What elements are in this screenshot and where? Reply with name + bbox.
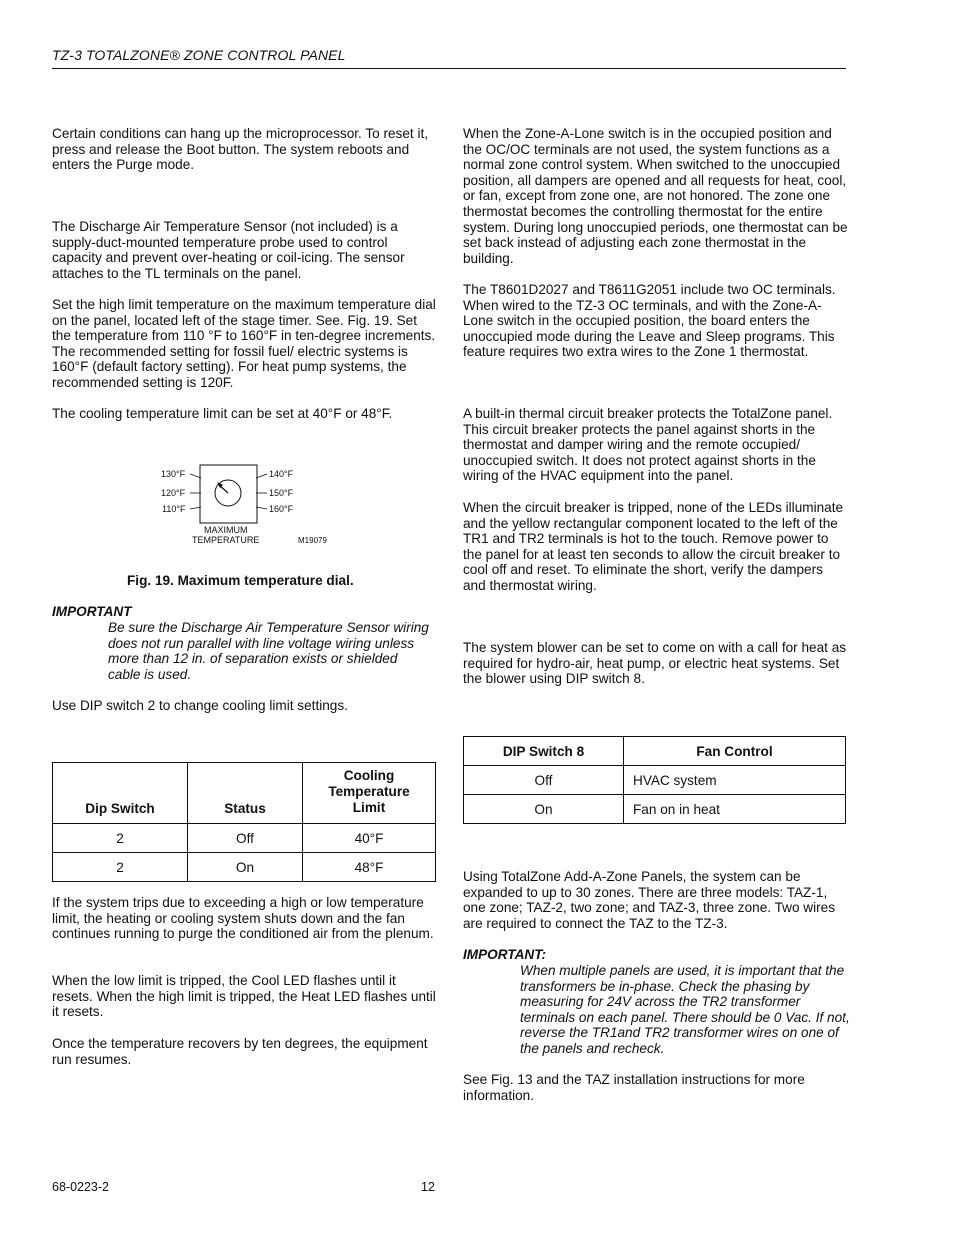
- add-a-zone-paragraph: Using TotalZone Add-A-Zone Panels, the system can be expanded to up to 30 zones. There are three models: TAZ-1, one zone; TAZ-2, two zone; and TAZ-3, three zone. Two wires are required to connect the TAZ to the TZ-3.: [463, 869, 836, 931]
- table-cell: Off: [464, 766, 624, 795]
- limit-trip-paragraph: If the system trips due to exceeding a high or low temperature limit, the heating or cooling system shuts down and the fan continues running to purge the conditioned air from the plenum.: [52, 895, 434, 942]
- breaker-tripped-paragraph: When the circuit breaker is tripped, none of the LEDs illuminate and the yellow rectangular component located to the left of the TR1 and TR2 terminals is hot to the touch. Remove power to the panel for at least ten seconds to allow the circuit breaker to cool off and reset. To eliminate the short, verify the dampers and thermostat wiring.: [463, 500, 844, 593]
- oc-terminals-paragraph: The T8601D2027 and T8611G2051 include two OC terminals. When wired to the TZ-3 OC terminals, and with the Zone-A-Lone switch in the occupied position, the board enters the unoccupied mode during the Leave and Sleep programs. This feature requires two extra wires to the Zone 1 thermostat.: [463, 282, 836, 360]
- system-blower-paragraph: The system blower can be set to come on with a call for heat as required for hydro-air, heat pump, or electric heat systems. Set the blower using DIP switch 8.: [463, 640, 847, 687]
- footer-page-number: 12: [421, 1180, 435, 1194]
- maximum-temperature-dial-figure: [140, 458, 340, 558]
- boot-reset-paragraph: Certain conditions can hang up the microprocessor. To reset it, press and release the Boot button. The system reboots and enters the Purge mode.: [52, 126, 429, 173]
- table-header-dip-switch-8: DIP Switch 8: [464, 737, 624, 766]
- table-cell: 48°F: [303, 853, 436, 882]
- dial-caption-temperature: TEMPERATURE: [192, 535, 260, 545]
- table-cell: On: [188, 853, 303, 882]
- table-row: [53, 853, 436, 882]
- dip-switch-2-paragraph: Use DIP switch 2 to change cooling limit settings.: [52, 698, 348, 713]
- table-row: [464, 766, 846, 795]
- temperature-recovery-paragraph: Once the temperature recovers by ten degrees, the equipment run resumes.: [52, 1036, 428, 1067]
- table-cell: Fan on in heat: [624, 795, 846, 824]
- dial-label-140: 140°F: [269, 469, 294, 479]
- dial-label-150: 150°F: [269, 488, 294, 498]
- dial-label-160: 160°F: [269, 504, 294, 514]
- dial-knob-icon: [140, 458, 340, 528]
- table-header-fan-control: Fan Control: [624, 737, 846, 766]
- dial-label-120: 120°F: [161, 488, 186, 498]
- table-row: [53, 824, 436, 853]
- dial-caption-maximum: MAXIMUM: [204, 525, 248, 535]
- figure-19-caption: Fig. 19. Maximum temperature dial.: [127, 573, 354, 588]
- dial-label-110: 110°F: [162, 504, 186, 514]
- table-cell: 2: [53, 824, 188, 853]
- table-cell: 40°F: [303, 824, 436, 853]
- table-header-cooling-limit: Cooling Temperature Limit: [303, 763, 436, 824]
- cooling-limit-table: [52, 762, 436, 882]
- table-header-status: Status: [188, 763, 303, 824]
- table-cell: HVAC system: [624, 766, 846, 795]
- zone-a-lone-paragraph: When the Zone-A-Lone switch is in the occupied position and the OC/OC terminals are not used, the system functions as a normal zone control system. When switched to the unoccupied position, all dampers are opened and all requests for heat, cool, or fan, except from zone one, are not honored. The zone one thermostat becomes the controlling thermostat for the entire system. During long unoccupied periods, one thermostat can be set back instead of adjusting each zone thermostat in the building.: [463, 126, 848, 266]
- discharge-sensor-paragraph: The Discharge Air Temperature Sensor (not included) is a supply-duct-mounted temperature probe used to control capacity and prevent over-heating or coil-icing. The sensor attaches to the TL terminals on the panel.: [52, 219, 405, 281]
- header-rule: [52, 68, 846, 69]
- dial-label-130: 130°F: [161, 469, 186, 479]
- table-cell: On: [464, 795, 624, 824]
- led-flash-paragraph: When the low limit is tripped, the Cool LED flashes until it resets. When the high limit is tripped, the Heat LED flashes until it resets.: [52, 973, 436, 1020]
- high-limit-paragraph: Set the high limit temperature on the maximum temperature dial on the panel, located left of the stage timer. See. Fig. 19. Set the temperature from 110 °F to 160°F in ten-degree increments. The recommended setting for fossil fuel/ electric systems is 160°F (default factory setting). For heat pump systems, the recommended setting is 120F.: [52, 297, 436, 390]
- figure-code: M19079: [298, 536, 327, 545]
- footer-doc-number: 68-0223-2: [52, 1180, 109, 1194]
- table-cell: Off: [188, 824, 303, 853]
- important-note-right: When multiple panels are used, it is important that the transformers be in-phase. Check the phasing by measuring for 24V across the TR2 transformer terminals on each panel. There should be 0 Vac. If not, reverse the TR1and TR2 transformer wires on one of the panels and recheck.: [520, 963, 850, 1056]
- table-cell: 2: [53, 853, 188, 882]
- see-fig-13-paragraph: See Fig. 13 and the TAZ installation instructions for more information.: [463, 1072, 805, 1103]
- table-header-dip-switch: Dip Switch: [53, 763, 188, 824]
- cooling-limit-paragraph: The cooling temperature limit can be set at 40°F or 48°F.: [52, 406, 393, 421]
- circuit-breaker-paragraph: A built-in thermal circuit breaker protects the TotalZone panel. This circuit breaker protects the panel against shorts in the thermostat and damper wiring and the remote occupied/ unoccupied switch. It does not protect against shorts in the wiring of the HVAC equipment into the panel.: [463, 406, 833, 484]
- important-note-left: Be sure the Discharge Air Temperature Sensor wiring does not run parallel with line voltage wiring unless more than 12 in. of separation exists or shielded cable is used.: [108, 620, 429, 682]
- important-label-left: IMPORTANT: [52, 604, 132, 619]
- important-label-right: IMPORTANT:: [463, 947, 547, 962]
- fan-control-table: [463, 736, 846, 824]
- page-header-title: TZ-3 TOTALZONE® ZONE CONTROL PANEL: [52, 47, 346, 63]
- table-row: [464, 795, 846, 824]
